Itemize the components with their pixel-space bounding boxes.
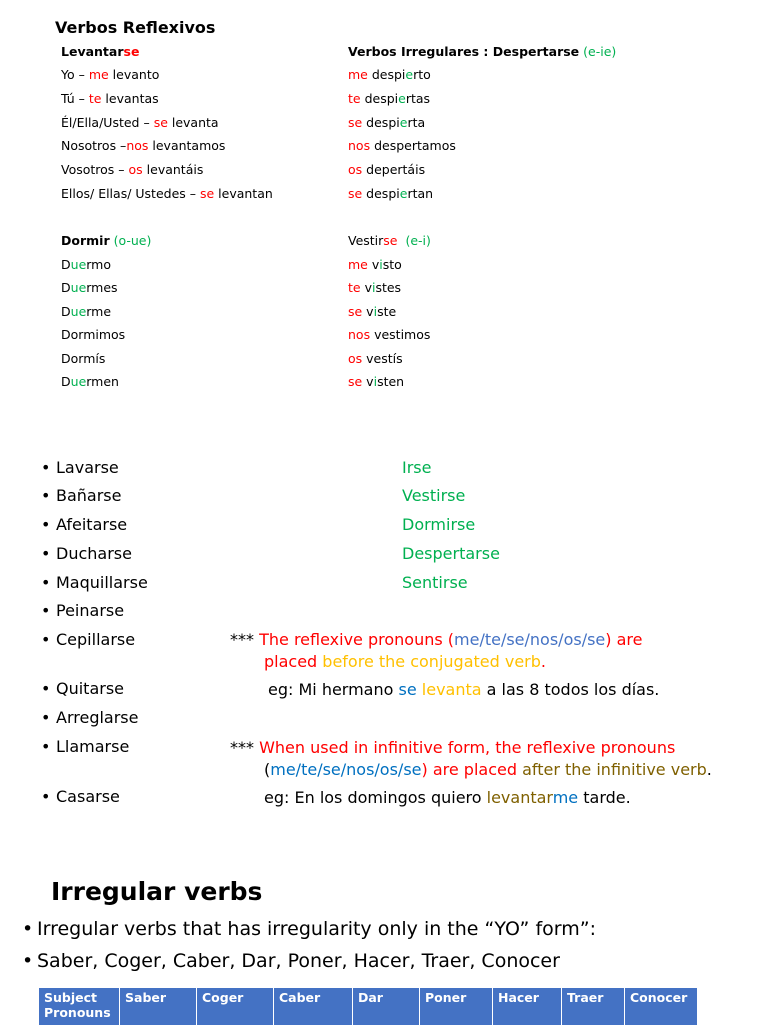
list-item: • Bañarse (56, 486, 121, 505)
vestirse-header: Vestirse (e-i) (348, 233, 431, 248)
levantarse-pronoun: se (123, 44, 140, 59)
vestirse-row: os vestís (348, 351, 403, 366)
list-item: • Peinarse (56, 601, 124, 620)
table-header-cell: Dar (353, 988, 420, 1026)
page-title: Verbos Reflexivos (55, 18, 216, 37)
irregular-verbs-heading: Irregular verbs (51, 877, 263, 906)
vestirse-row: se visten (348, 374, 405, 389)
dormir-header: Dormir (o-ue) (61, 233, 152, 248)
list-item: • Lavarse (56, 458, 119, 477)
irregular-reflexive-item: Irse (402, 458, 432, 477)
irregular-reflexive-item: Vestirse (402, 486, 466, 505)
note-pronoun-placement-line1: *** The reflexive pronouns (me/te/se/nos/os/se) are (230, 630, 643, 649)
list-item: • Maquillarse (56, 573, 148, 592)
list-item: • Afeitarse (56, 515, 127, 534)
levantarse-stem: Levantar (61, 44, 124, 59)
list-item: • Quitarse (56, 679, 124, 698)
list-item: • Arreglarse (56, 708, 138, 727)
irregular-verbs-line: • Irregular verbs that has irregularity only in the “YO” form”: (37, 918, 596, 940)
levantarse-row: Yo – me levanto (61, 67, 160, 82)
note-infinitive-line1: *** When used in infinitive form, the reflexive pronouns (230, 738, 676, 757)
dormir-row: Duermen (61, 374, 119, 389)
despertarse-row: nos despertamos (348, 138, 456, 153)
table-header-cell: Saber (120, 988, 197, 1026)
irregular-reflexive-item: Sentirse (402, 573, 468, 592)
levantarse-row: Nosotros –nos levantamos (61, 138, 226, 153)
dormir-row: Duermes (61, 280, 118, 295)
despertarse-row: se despierta (348, 115, 426, 130)
levantarse-row: Vosotros – os levantáis (61, 162, 204, 177)
table-header-cell: Caber (274, 988, 353, 1026)
example-conjugated: eg: Mi hermano se levanta a las 8 todos los días. (268, 680, 660, 699)
despertarse-header: Verbos Irregulares : Despertarse (e-ie) (348, 44, 617, 59)
list-item: • Ducharse (56, 544, 132, 563)
vestirse-row: me visto (348, 257, 402, 272)
conjugation-table (38, 987, 698, 1026)
vestirse-row: nos vestimos (348, 327, 431, 342)
list-item: • Cepillarse (56, 630, 135, 649)
dormir-row: Dormimos (61, 327, 126, 342)
levantarse-row: Ellos/ Ellas/ Ustedes – se levantan (61, 186, 273, 201)
list-item: • Llamarse (56, 737, 129, 756)
note-pronoun-placement-line2: placed before the conjugated verb. (264, 652, 546, 671)
levantarse-row: Tú – te levantas (61, 91, 159, 106)
table-header-cell: Coger (197, 988, 274, 1026)
levantarse-header (61, 44, 139, 59)
despertarse-row: te despiertas (348, 91, 431, 106)
vestirse-row: se viste (348, 304, 397, 319)
vestirse-row: te vistes (348, 280, 402, 295)
despertarse-row: os depertáis (348, 162, 426, 177)
note-infinitive-line2: (me/te/se/nos/os/se) are placed after the infinitive verb. (264, 760, 712, 779)
table-header-cell: Conocer (625, 988, 698, 1026)
table-header-row (39, 988, 698, 1026)
dormir-row: Duermo (61, 257, 112, 272)
levantarse-row: Él/Ella/Usted – se levanta (61, 115, 219, 130)
table-header-cell: Subject Pronouns (39, 988, 120, 1026)
despertarse-row: se despiertan (348, 186, 434, 201)
table-header-cell: Traer (562, 988, 625, 1026)
example-infinitive: eg: En los domingos quiero levantarme tarde. (264, 788, 631, 807)
irregular-verbs-list: • Saber, Coger, Caber, Dar, Poner, Hacer, Traer, Conocer (37, 950, 560, 972)
dormir-row: Dormís (61, 351, 106, 366)
list-item: • Casarse (56, 787, 120, 806)
despertarse-row: me despierto (348, 67, 431, 82)
dormir-row: Duerme (61, 304, 112, 319)
table-header-cell: Hacer (493, 988, 562, 1026)
table-header-cell: Poner (420, 988, 493, 1026)
irregular-reflexive-item: Dormirse (402, 515, 476, 534)
irregular-reflexive-item: Despertarse (402, 544, 500, 563)
